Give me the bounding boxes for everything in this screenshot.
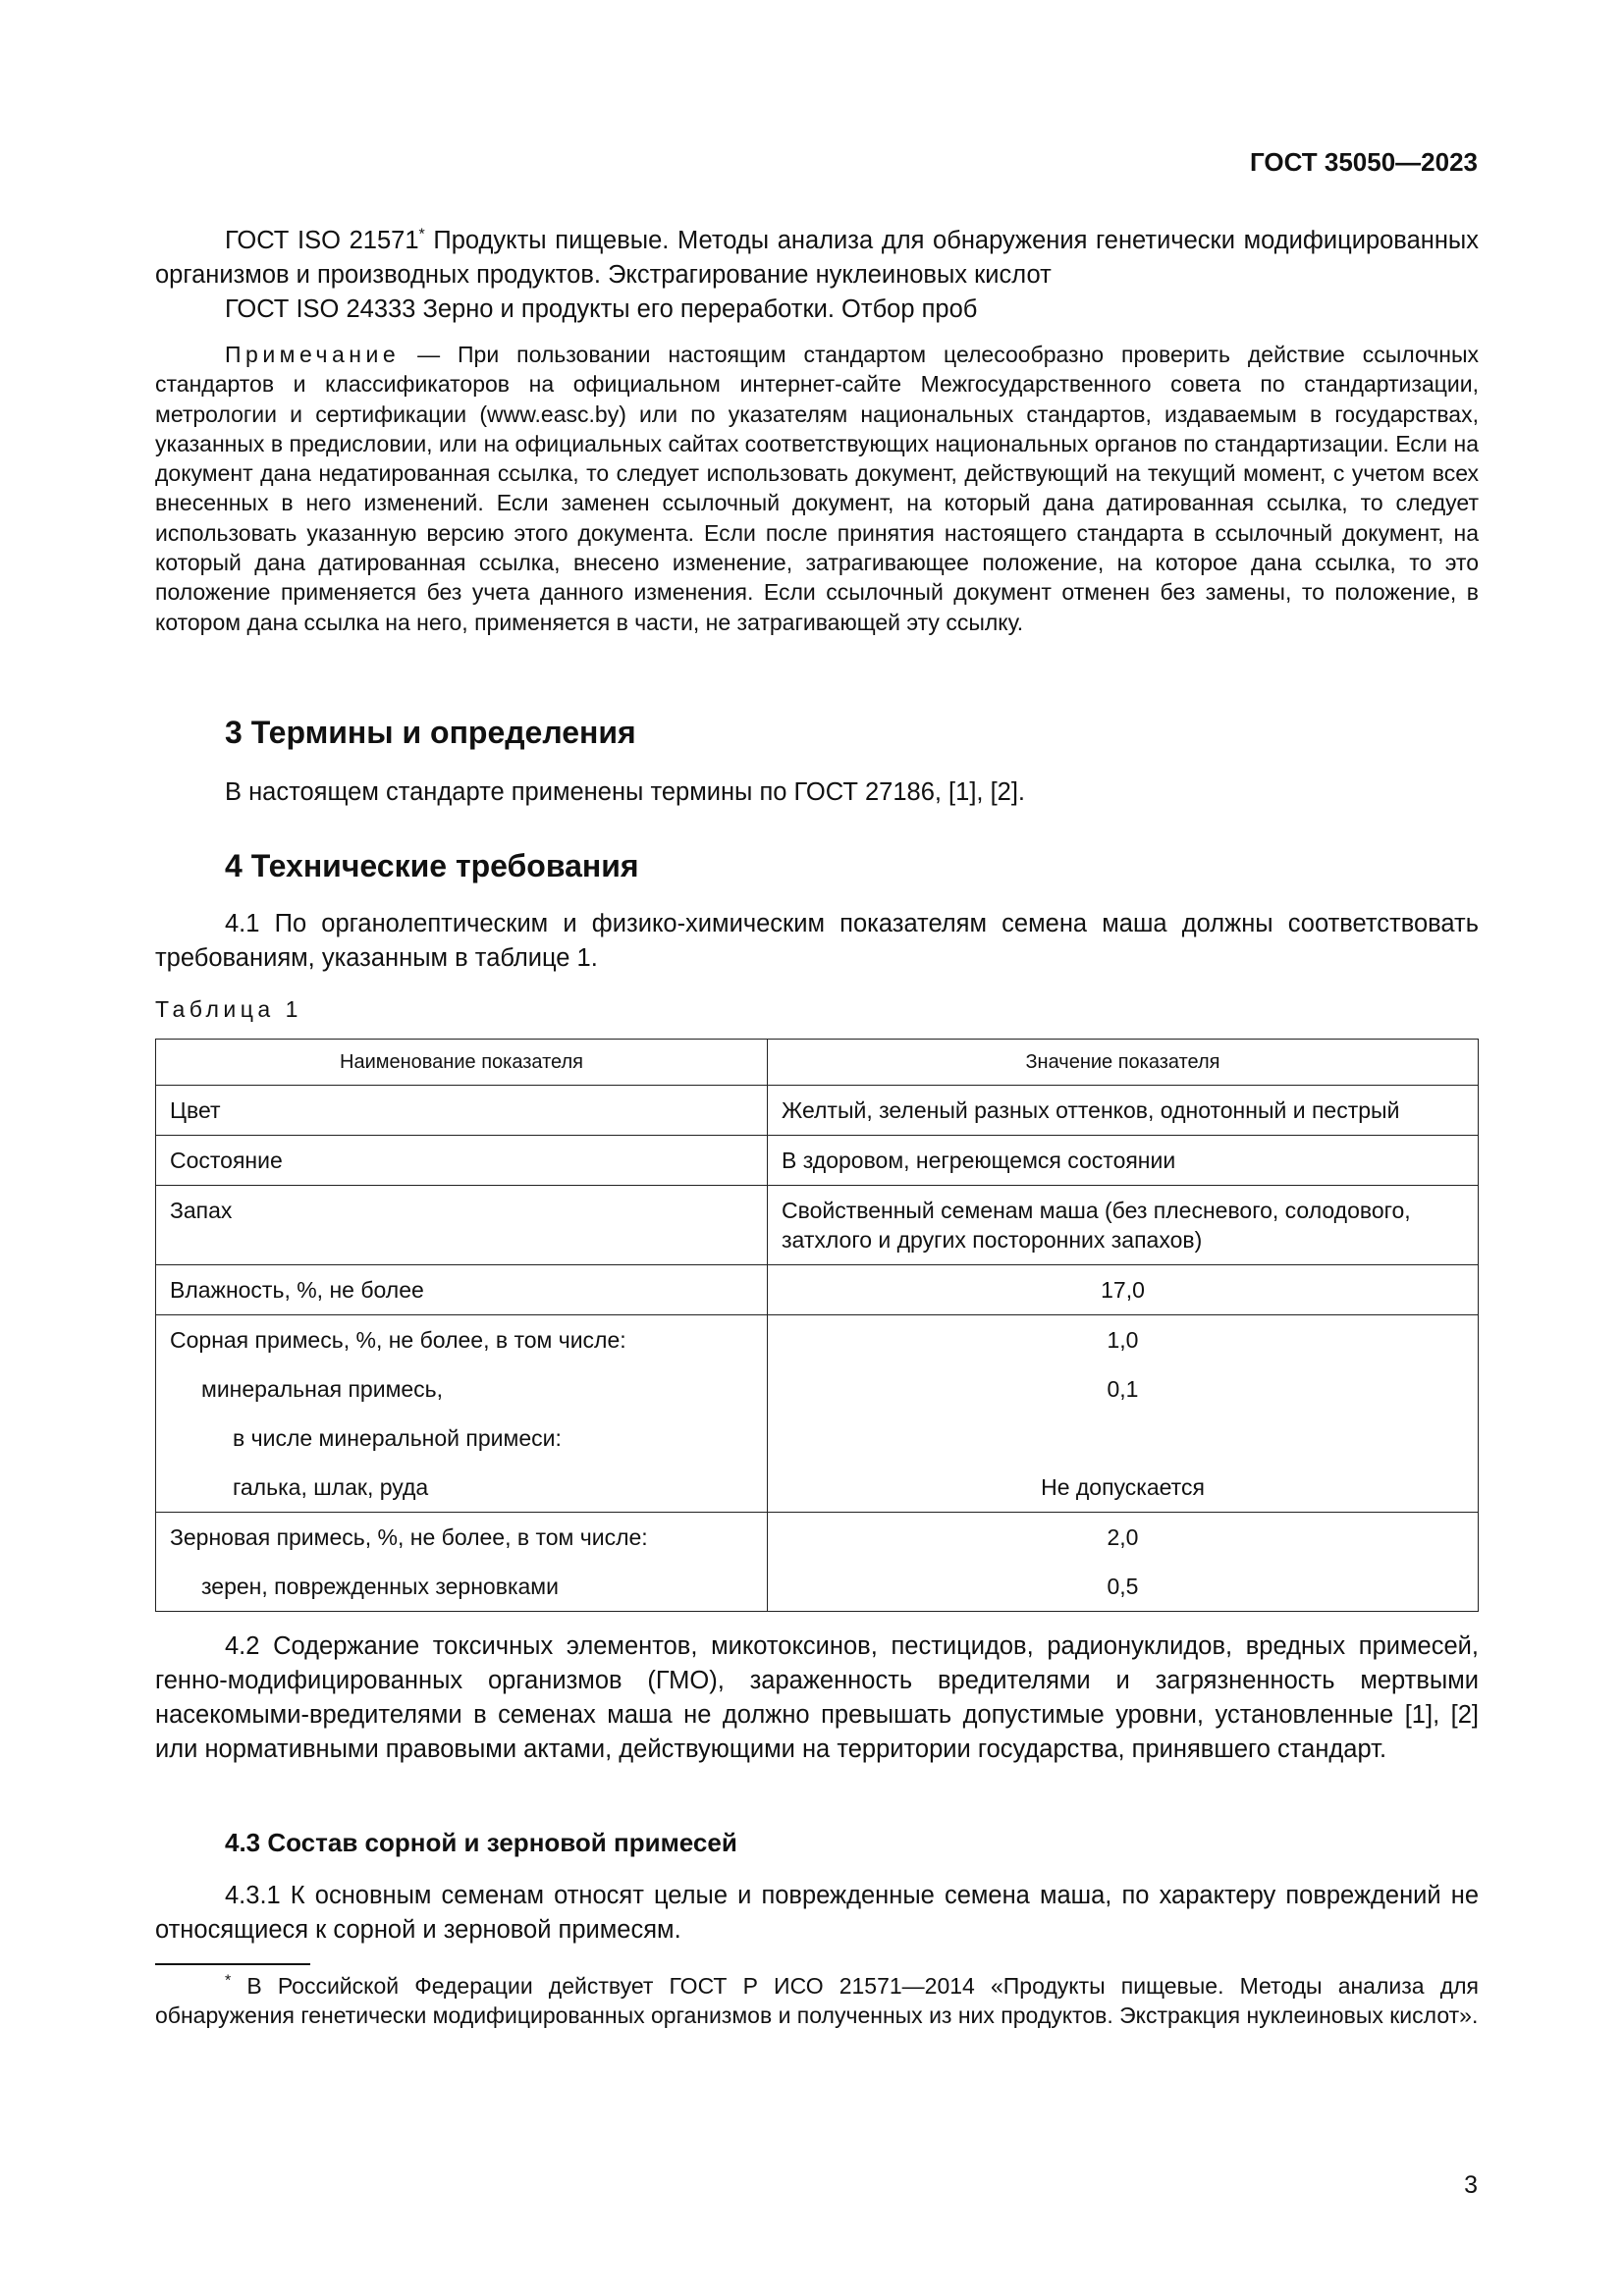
cell-text: Сорная примесь, %, не более, в том числе: — [170, 1327, 626, 1353]
reference-title: Продукты пищевые. Методы анализа для обнаружения генетически модифицированных организмов и производных продуктов. Экстрагирование нуклеиновых кислот — [155, 227, 1479, 289]
page-number: 3 — [1464, 2171, 1478, 2199]
cell-text: Состояние — [170, 1148, 283, 1173]
paragraph-4-3-1: 4.3.1 К основным семенам относят целые и поврежденные семена маша, по характеру повреждений не относящиеся к сорной и зерновой примесям. — [155, 1882, 1479, 1944]
cell-text: в числе минеральной примеси: — [233, 1425, 562, 1451]
table-row — [156, 1513, 1479, 1612]
table-cell-name — [156, 1265, 768, 1315]
table-row — [156, 1265, 1479, 1315]
cell-text: Желтый, зеленый разных оттенков, однотонный и пестрый — [782, 1097, 1400, 1123]
table-row — [156, 1086, 1479, 1136]
requirements-table — [155, 1039, 1479, 1612]
note-label: Примечание — [225, 342, 401, 367]
cell-text: Влажность, %, не более — [170, 1277, 424, 1303]
section-4-heading: 4 Технические требования — [225, 848, 639, 883]
cell-text: Не допускается — [1041, 1474, 1205, 1500]
footnote — [155, 1971, 1479, 2031]
table-caption: Таблица 1 — [155, 996, 302, 1022]
table-cell-name — [156, 1315, 768, 1513]
table-cell-value — [768, 1265, 1479, 1315]
cell-text — [782, 1414, 1464, 1463]
document-code: ГОСТ 35050—2023 — [1250, 147, 1478, 177]
table-cell-value — [768, 1086, 1479, 1136]
table-cell-value — [768, 1315, 1479, 1513]
column-header-name: Наименование показателя — [156, 1040, 768, 1086]
table-cell-value — [768, 1186, 1479, 1265]
cell-text: В здоровом, негреющемся состоянии — [782, 1148, 1176, 1173]
footnote-marker: * — [225, 1972, 232, 1990]
subsection-4-3-heading: 4.3 Состав сорной и зерновой примесей — [225, 1828, 737, 1857]
table-row — [156, 1315, 1479, 1513]
reference-gost-iso-21571 — [155, 224, 1479, 293]
cell-text: минеральная примесь, — [201, 1376, 444, 1402]
table-cell-name — [156, 1186, 768, 1265]
table-cell-name — [156, 1513, 768, 1612]
cell-text: галька, шлак, руда — [233, 1474, 429, 1500]
cell-text: Свойственный семенам маша (без плесневого, солодового, затхлого и других посторонних запахов) — [782, 1198, 1411, 1253]
footnote-text: В Российской Федерации действует ГОСТ Р ИСО 21571—2014 «Продукты пищевые. Методы анализа для обнаружения генетически модифицированных организмов и полученных из них продуктов. Экстракция нуклеиновых кислот». — [155, 1973, 1479, 2029]
cell-text: 0,5 — [1107, 1574, 1139, 1599]
table-row — [156, 1136, 1479, 1186]
paragraph-4-1: 4.1 По органолептическим и физико-химическим показателям семена маша должны соответствовать требованиям, указанным в таблице 1. — [155, 910, 1479, 972]
table-header-row — [156, 1040, 1479, 1086]
table-cell-name — [156, 1136, 768, 1186]
cell-text: зерен, поврежденных зерновками — [201, 1574, 559, 1599]
section-3-text: В настоящем стандарте применены термины по ГОСТ 27186, [1], [2]. — [225, 778, 1026, 806]
cell-text: Цвет — [170, 1097, 221, 1123]
table-cell-value — [768, 1513, 1479, 1612]
note-paragraph — [155, 340, 1479, 637]
footnote-marker: * — [418, 226, 425, 243]
section-3-heading: 3 Термины и определения — [225, 715, 636, 750]
cell-text: 2,0 — [1107, 1524, 1139, 1550]
cell-text: Запах — [170, 1198, 233, 1223]
cell-text: 1,0 — [1107, 1327, 1139, 1353]
cell-text: 0,1 — [1107, 1376, 1139, 1402]
table-row — [156, 1186, 1479, 1265]
paragraph-4-2: 4.2 Содержание токсичных элементов, микотоксинов, пестицидов, радионуклидов, вредных примесей, генно-модифицированных организмов (ГМО), зараженность вредителями и загрязненность мертвыми насекомыми-вредителями в семенах маша не должно превышать допустимые уровни, установленные [1], [2] или нормативными правовыми актами, действующими на территории государства, принявшего стандарт. — [155, 1632, 1479, 1763]
footnote-separator — [155, 1963, 310, 1965]
column-header-value: Значение показателя — [768, 1040, 1479, 1086]
cell-text: 17,0 — [1101, 1277, 1145, 1303]
table-cell-name — [156, 1086, 768, 1136]
cell-text: Зерновая примесь, %, не более, в том числе: — [170, 1524, 648, 1550]
table-cell-value — [768, 1136, 1479, 1186]
note-text: — При пользовании настоящим стандартом целесообразно проверить действие ссылочных стандартов и классификаторов на официальном интернет-сайте Межгосударственного совета по стандартизации, метрологии и сертификации (www.easc.by) или по указателям национальных стандартов, издаваемым в государствах, указанных в предисловии, или на официальных сайтах соответствующих национальных органов по стандартизации. Если на документ дана недатированная ссылка, то следует использовать документ, действующий на текущий момент, с учетом всех внесенных в него изменений. Если заменен ссылочный документ, на который дана датированная ссылка, то следует использовать указанную версию этого документа. Если после принятия настоящего стандарта в ссылочный документ, на который дана датированная ссылка, внесено изменение, затрагивающее положение, на которое дана ссылка, то это положение применяется без учета данного изменения. Если ссылочный документ отменен без замены, то положение, в котором дана ссылка на него, применяется в части, не затрагивающей эту ссылку. — [155, 342, 1479, 635]
reference-code: ГОСТ ISO 21571 — [225, 227, 419, 254]
reference-gost-iso-24333: ГОСТ ISO 24333 Зерно и продукты его переработки. Отбор проб — [225, 295, 978, 323]
